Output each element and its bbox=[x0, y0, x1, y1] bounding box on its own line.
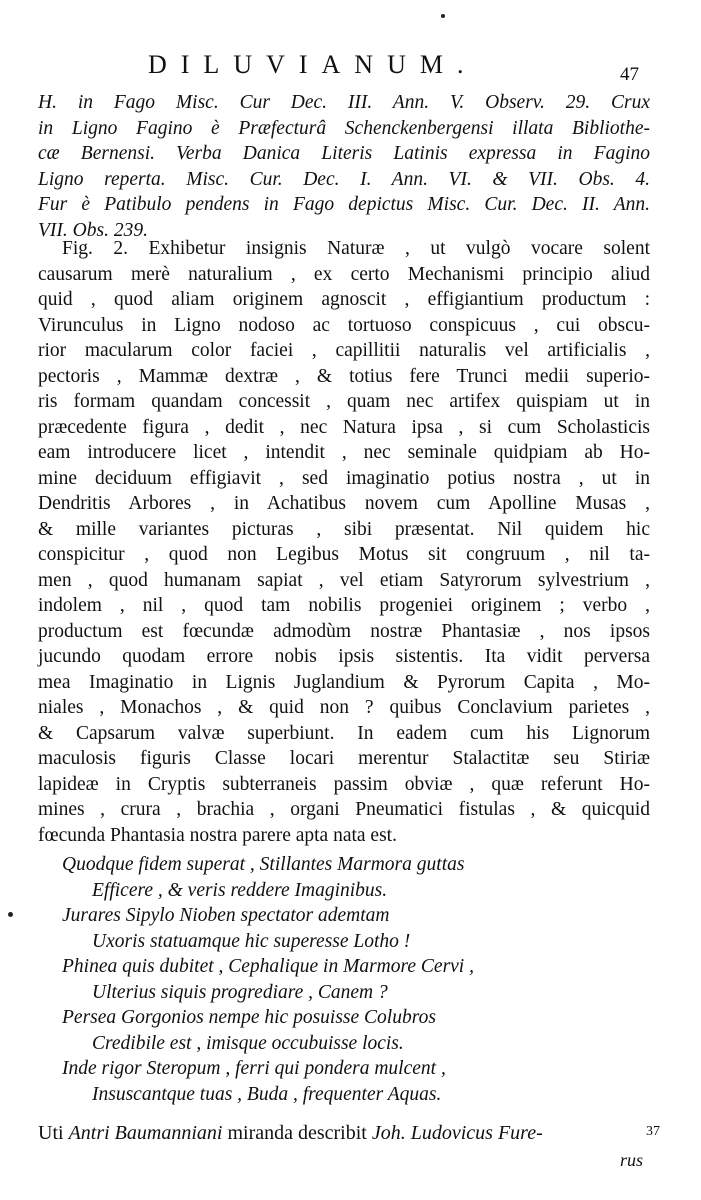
paragraph-line: ris formam quandam concessit , quam nec artifex quispiam ut in bbox=[38, 391, 650, 412]
paragraph-line: fœcunda Phantasia nostra parere apta nata est. bbox=[38, 824, 397, 846]
paragraph-line: conspicitur , quod non Legibus Motus sit congruum , nil ta- bbox=[38, 544, 650, 565]
paragraph-line: jucundo quodam errore nobis ipsis sistentis. Ita vidit perversa bbox=[38, 646, 650, 667]
ink-speck bbox=[8, 912, 13, 917]
reference-line: Fur è Patibulo pendens in Fago depictus Misc. Cur. Dec. II. Ann. bbox=[38, 194, 650, 215]
paragraph-line: causarum merè naturalium , ex certo Mechanismi principio aliud bbox=[38, 263, 650, 285]
verse-line: Inde rigor Steropum , ferri qui pondera mulcent , bbox=[62, 1058, 446, 1079]
paragraph-line: niales , Monachos , & quid non ? quibus Conclavium parietes , bbox=[38, 697, 650, 718]
final-line-mid: miranda describit bbox=[222, 1122, 372, 1144]
paragraph-line: quid , quod aliam originem agnoscit , effigiantium productum : bbox=[38, 289, 650, 310]
verse-line: Insuscantque tuas , Buda , frequenter Aquas. bbox=[92, 1083, 442, 1105]
verse-line: Quodque fidem superat , Stillantes Marmora guttas bbox=[62, 854, 465, 875]
verse-line: Uxoris statuamque hic superesse Lotho ! bbox=[92, 930, 411, 952]
verse-line: Credibile est , imisque occubuisse locis. bbox=[92, 1032, 404, 1054]
paragraph-line: men , quod humanam sapiat , vel etiam Satyrorum sylvestrium , bbox=[38, 569, 650, 591]
reference-line: in Ligno Fagino è Præfecturâ Schenckenbergensi illata Bibliothe- bbox=[38, 117, 650, 139]
final-line-pre: Uti bbox=[38, 1122, 69, 1144]
paragraph-line: mea Imaginatio in Lignis Juglandium & Pyrorum Capita , Mo- bbox=[38, 671, 650, 693]
verse-line: Ulterius siquis progrediare , Canem ? bbox=[92, 981, 388, 1003]
paragraph-line: productum est fœcundæ admodùm nostræ Phantasiæ , nos ipsos bbox=[38, 620, 650, 642]
paragraph-line: mines , crura , brachia , organi Pneumatici fistulas , & quicquid bbox=[38, 799, 650, 820]
paragraph-line: Virunculus in Ligno nodoso ac tortuoso conspicuus , cui obscu- bbox=[38, 314, 650, 336]
paragraph-line: maculosis figuris Classe locari merentur Stalactitæ seu Stiriæ bbox=[38, 748, 650, 769]
reference-line: VII. Obs. 239. bbox=[38, 219, 148, 241]
running-title: DILUVIANUM. bbox=[148, 50, 478, 79]
final-line-italic-1: Antri Baumanniani bbox=[68, 1122, 223, 1144]
paragraph-line: Dendritis Arbores , in Achatibus novem cum Apolline Musas , bbox=[38, 493, 650, 514]
verse-line: Efficere , & veris reddere Imaginibus. bbox=[92, 879, 388, 901]
verse-line: Persea Gorgonios nempe hic posuisse Colubros bbox=[62, 1007, 436, 1028]
page-header bbox=[0, 44, 701, 84]
verse-line: Phinea quis dubitet , Cephalique in Marmore Cervi , bbox=[62, 956, 474, 977]
page-number: 47 bbox=[620, 64, 639, 85]
paragraph-line: lapideæ in Cryptis subterraneis passim obviæ , quæ referunt Ho- bbox=[38, 773, 650, 795]
margin-number: 37 bbox=[646, 1124, 660, 1139]
paragraph-line: mine deciduum effigiavit , sed imaginatio potius nostra , ut in bbox=[38, 467, 650, 489]
paragraph-line: indolem , nil , quod tam nobilis progeniei originem ; verbo , bbox=[38, 595, 650, 616]
reference-line: Ligno reperta. Misc. Cur. Dec. I. Ann. VI. & VII. Obs. 4. bbox=[38, 168, 650, 190]
paragraph-line: eam introducere licet , intendit , nec seminale quidpiam ab Ho- bbox=[38, 442, 650, 463]
paragraph-line: pectoris , Mammæ dextræ , & totius fere Trunci medii superio- bbox=[38, 365, 650, 387]
paragraph-line: & mille variantes picturas , sibi præsentat. Nil quidem hic bbox=[38, 518, 650, 540]
catchword: rus bbox=[620, 1150, 644, 1170]
reference-line: H. in Fago Misc. Cur Dec. III. Ann. V. Observ. 29. Crux bbox=[38, 92, 650, 113]
paragraph-line: Fig. 2. Exhibetur insignis Naturæ , ut vulgò vocare solent bbox=[62, 238, 650, 259]
reference-line: cæ Bernensi. Verba Danica Literis Latinis expressa in Fagino bbox=[38, 143, 650, 164]
ink-speck bbox=[441, 14, 445, 18]
paragraph-line: rior macularum color faciei , capillitii naturalis vel artificialis , bbox=[38, 340, 650, 361]
paragraph-line: præcedente figura , dedit , nec Natura ipsa , si cum Scholasticis bbox=[38, 416, 650, 438]
final-line-italic-2: Joh. Ludovicus Fure- bbox=[371, 1122, 543, 1144]
final-line bbox=[38, 1120, 650, 1146]
verse-line: Jurares Sipylo Nioben spectator ademtam bbox=[62, 905, 390, 926]
paragraph-line: & Capsarum valvæ superbiunt. In eadem cum his Lignorum bbox=[38, 722, 650, 744]
